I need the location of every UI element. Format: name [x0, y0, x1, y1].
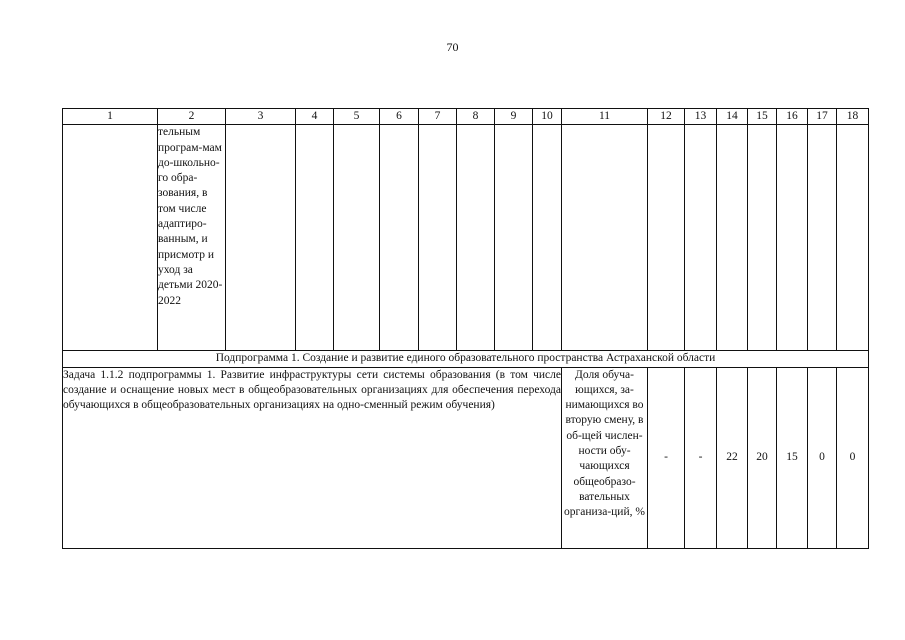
task-description: Задача 1.1.2 подпрограммы 1. Развитие инфраструктуры сети системы образования (в том числе создание и оснащение новых мест в общеобразовательных организациях для обеспечения перехода обучающихся в общеобразовательных организациях на одно-сменный режим обучения) [63, 367, 562, 548]
column-header: 11 [562, 109, 648, 125]
column-header: 4 [296, 109, 334, 125]
column-header: 1 [63, 109, 158, 125]
column-header: 15 [748, 109, 777, 125]
page-number: 70 [446, 40, 459, 54]
subprogram-title: Подпрограмма 1. Создание и развитие единого образовательного пространства Астраханской области [63, 351, 869, 367]
indicator-value: - [648, 367, 685, 548]
indicator-value: 0 [837, 367, 869, 548]
column-header: 13 [685, 109, 717, 125]
column-header: 16 [777, 109, 808, 125]
continuation-row [63, 125, 869, 351]
column-header: 10 [533, 109, 562, 125]
task-row [63, 367, 869, 548]
column-number-row [63, 109, 869, 125]
subprogram-row [63, 351, 869, 367]
column-header: 7 [419, 109, 457, 125]
column-header: 5 [334, 109, 380, 125]
indicators-table [62, 108, 869, 549]
column-header: 8 [457, 109, 495, 125]
column-header: 12 [648, 109, 685, 125]
indicator-value: 22 [717, 367, 748, 548]
column-header: 6 [380, 109, 419, 125]
column-header: 9 [495, 109, 533, 125]
column-header: 3 [226, 109, 296, 125]
indicator-value: 20 [748, 367, 777, 548]
indicator-value: - [685, 367, 717, 548]
indicator-value: 0 [808, 367, 837, 548]
column-header: 17 [808, 109, 837, 125]
column-header: 2 [158, 109, 226, 125]
column-header: 14 [717, 109, 748, 125]
continuation-text: тельным програм-мам до-школьно-го обра-зования, в том числе адаптиро-ванным, и присмотр и уход за детьми 2020-2022 [158, 125, 226, 351]
indicator-name: Доля обуча-ющихся, за-нимающихся во вторую смену, в об-щей числен-ности обу-чающихся общеобразо-вательных организа-ций, % [562, 367, 648, 548]
column-header: 18 [837, 109, 869, 125]
indicator-value: 15 [777, 367, 808, 548]
